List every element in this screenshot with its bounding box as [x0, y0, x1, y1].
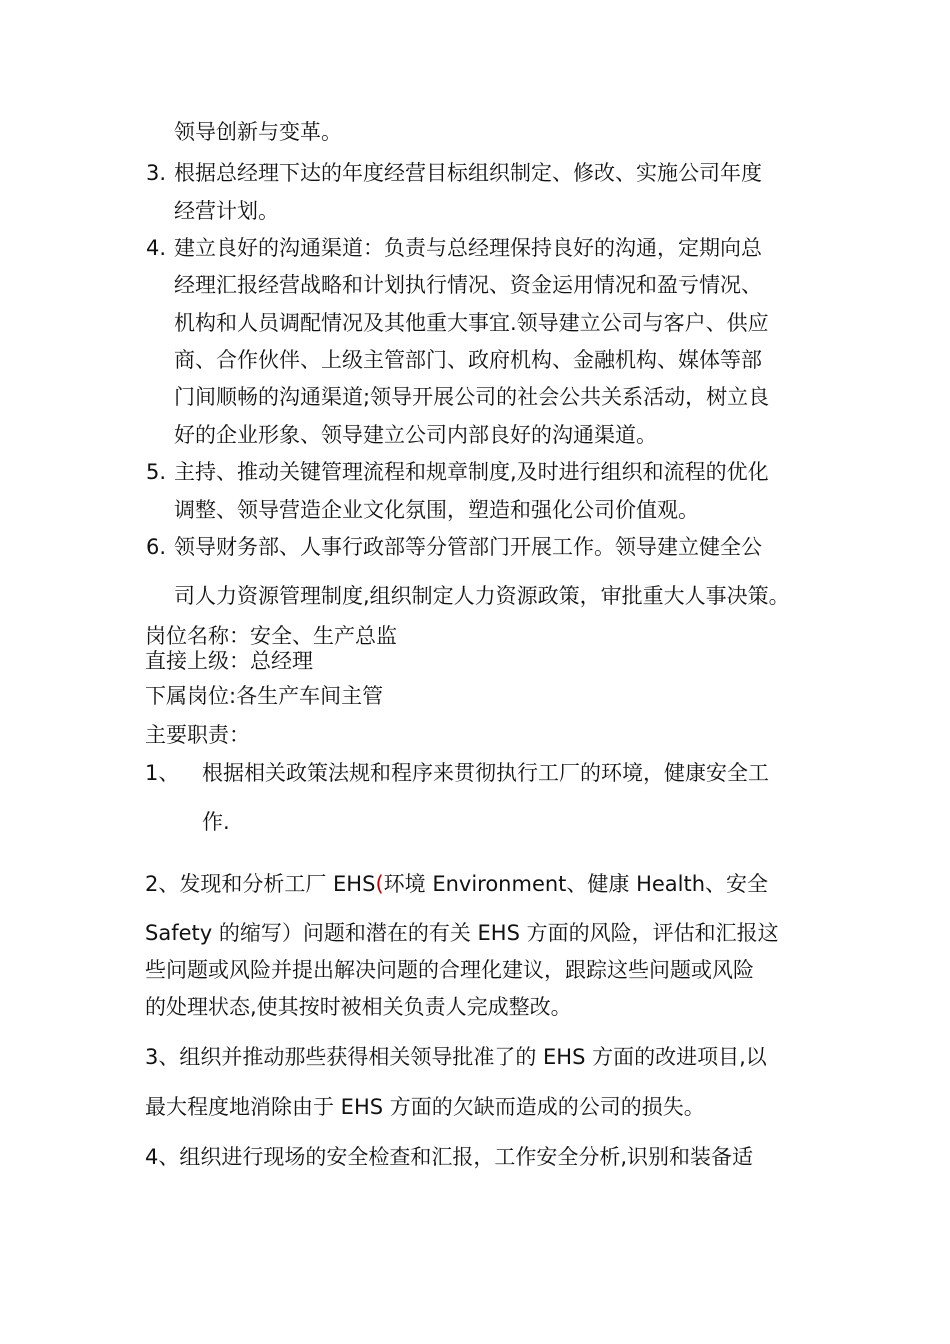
- direct-superior: 直接上级：总经理: [145, 649, 313, 673]
- list-line: 根据总经理下达的年度经营目标组织制定、修改、实施公司年度: [174, 161, 762, 185]
- list-line: 调整、领导营造企业文化氛围，塑造和强化公司价值观。: [174, 498, 699, 522]
- list-line: 机构和人员调配情况及其他重大事宜.领导建立公司与客户、供应: [174, 311, 769, 335]
- duty-number: 1、: [145, 761, 180, 785]
- list-line: 经营计划。: [174, 199, 279, 223]
- duty-text: 环境 Environment、健康 Health、安全: [383, 872, 769, 896]
- list-line: 主持、推动关键管理流程和规章制度,及时进行组织和流程的优化: [174, 460, 769, 484]
- list-line: 门间顺畅的沟通渠道;领导开展公司的社会公共关系活动，树立良: [174, 385, 770, 409]
- list-number: 3.: [146, 161, 167, 185]
- duty-line: 些问题或风险并提出解决问题的合理化建议，跟踪这些问题或风险: [145, 958, 754, 982]
- list-number: 6.: [146, 535, 167, 559]
- duty-line: 的处理状态,使其按时被相关负责人完成整改。: [145, 995, 572, 1019]
- list-line: 商、合作伙伴、上级主管部门、政府机构、金融机构、媒体等部: [174, 348, 762, 372]
- list-line: 建立良好的沟通渠道：负责与总经理保持良好的沟通，定期向总: [174, 236, 762, 260]
- duties-heading: 主要职责：: [145, 723, 250, 747]
- list-number: 4.: [146, 236, 167, 260]
- continuation-line: 领导创新与变革。: [174, 120, 342, 144]
- duty-text: 2、发现和分析工厂 EHS: [145, 872, 376, 896]
- duty-line: 根据相关政策法规和程序来贯彻执行工厂的环境，健康安全工: [202, 761, 769, 785]
- list-line: 领导财务部、人事行政部等分管部门开展工作。领导建立健全公: [174, 535, 762, 559]
- duty-line: [145, 870, 768, 898]
- duty-line: Safety 的缩写）问题和潜在的有关 EHS 方面的风险，评估和汇报这: [145, 921, 779, 945]
- duty-line: 3、组织并推动那些获得相关领导批准了的 EHS 方面的改进项目,以: [145, 1045, 767, 1069]
- highlighted-paren: (: [375, 872, 384, 896]
- subordinate-position: 下属岗位:各生产车间主管: [145, 684, 384, 708]
- list-line: 好的企业形象、领导建立公司内部良好的沟通渠道。: [174, 423, 657, 447]
- duty-line: 最大程度地消除由于 EHS 方面的欠缺而造成的公司的损失。: [145, 1095, 705, 1119]
- list-line: 司人力资源管理制度,组织制定人力资源政策，审批重大人事决策。: [174, 584, 790, 608]
- list-line: 经理汇报经营战略和计划执行情况、资金运用情况和盈亏情况、: [174, 273, 762, 297]
- duty-line: 4、组织进行现场的安全检查和汇报，工作安全分析,识别和装备适: [145, 1145, 754, 1169]
- position-title: 岗位名称：安全、生产总监: [145, 624, 397, 648]
- list-number: 5.: [146, 460, 167, 484]
- duty-line: 作.: [202, 810, 230, 834]
